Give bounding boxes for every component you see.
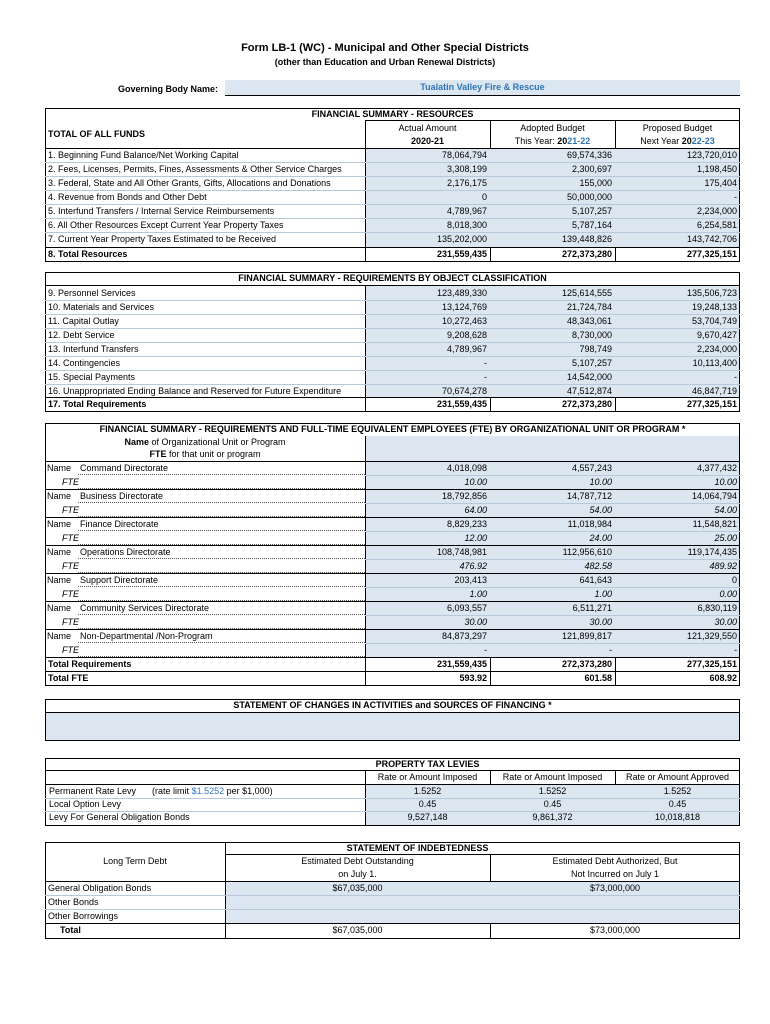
levy-row-imposed-1: 9,527,148: [407, 812, 448, 822]
levy-row-label: Local Option Levy: [49, 799, 122, 809]
unit-fte-adopted: 1.00: [594, 589, 612, 599]
unit-name: Command Directorate: [80, 463, 169, 473]
unit-fte-word: FTE: [62, 589, 79, 599]
requirement-row-actual: 9,208,628: [446, 330, 487, 340]
requirement-row-label: 13. Interfund Transfers: [48, 344, 139, 354]
unit-actual: 8,829,233: [446, 519, 487, 529]
resource-row-adopted: 50,000,000: [566, 192, 612, 202]
levy-row-imposed-2: 1.5252: [538, 786, 567, 796]
resource-row-actual: 78,064,794: [441, 150, 487, 160]
resource-row-label: 1. Beginning Fund Balance/Net Working Capital: [48, 150, 239, 160]
unit-fte-word: FTE: [62, 477, 79, 487]
resource-row-actual: 135,202,000: [436, 234, 487, 244]
unit-fte-adopted: 30.00: [589, 617, 612, 627]
col-proposed-year: Next Year 2022-23: [640, 136, 715, 146]
unit-name: Business Directorate: [80, 491, 164, 501]
debt-title: STATEMENT OF INDEBTEDNESS: [346, 843, 489, 853]
requirement-row-proposed: 53,704,749: [691, 316, 737, 326]
unit-fte-actual: 12.00: [464, 533, 487, 543]
debt-row-authorized: $73,000,000: [589, 883, 641, 893]
unit-fte-proposed: 25.00: [714, 533, 737, 543]
requirement-row-proposed: -: [734, 372, 737, 382]
unit-fte-word: FTE: [62, 645, 79, 655]
resource-row-actual: 0: [481, 192, 487, 202]
requirement-row-proposed: 9,670,427: [696, 330, 737, 340]
unit-proposed: 6,830,119: [697, 603, 737, 613]
resource-row-actual: 8,018,300: [446, 220, 487, 230]
unit-adopted: 4,557,243: [571, 463, 612, 473]
unit-actual: 108,748,981: [436, 547, 487, 557]
fte-total-req-proposed: 277,325,151: [686, 659, 737, 669]
levies-col3: Rate or Amount Approved: [625, 772, 730, 782]
resource-row-actual: 3,308,199: [446, 164, 487, 174]
resource-row-adopted: 69,574,336: [566, 150, 612, 160]
resource-row-label: 4. Revenue from Bonds and Other Debt: [48, 192, 207, 202]
unit-name-word: Name: [47, 491, 72, 501]
unit-proposed: 4,377,432: [696, 463, 737, 473]
unit-proposed: 0: [731, 575, 737, 585]
col-adopted-year: This Year: 2021-22: [514, 136, 591, 146]
levies-col1: Rate or Amount Imposed: [377, 772, 478, 782]
resource-row-proposed: 123,720,010: [686, 150, 737, 160]
unit-name: Operations Directorate: [80, 547, 171, 557]
requirement-row-adopted: 48,343,061: [566, 316, 612, 326]
unit-fte-proposed: 489.92: [709, 561, 737, 571]
statement-text-area[interactable]: [46, 713, 739, 740]
total-resources-label: 8. Total Resources: [48, 249, 128, 259]
requirement-row-actual: 10,272,463: [441, 316, 487, 326]
resource-row-adopted: 5,787,164: [571, 220, 612, 230]
resource-row-adopted: 5,107,257: [571, 206, 612, 216]
levy-row-imposed-1: 0.45: [418, 799, 437, 809]
unit-fte-proposed: 10.00: [714, 477, 737, 487]
unit-name-word: Name: [47, 519, 72, 529]
resource-row-proposed: 1,198,450: [696, 164, 737, 174]
requirement-row-adopted: 798,749: [579, 344, 612, 354]
levy-row-approved: 10,018,818: [654, 812, 701, 822]
total-resources-proposed: 277,325,151: [686, 249, 737, 259]
governing-body-value: Tualatin Valley Fire & Rescue: [420, 82, 545, 92]
col-adopted-header: Adopted Budget: [520, 123, 585, 133]
resource-row-adopted: 155,000: [579, 178, 612, 188]
requirement-row-label: 11. Capital Outlay: [48, 316, 119, 326]
fte-total-req-label: Total Requirements: [48, 659, 132, 669]
statement-title: STATEMENT OF CHANGES IN ACTIVITIES and SOURCES OF FINANCING *: [233, 700, 552, 710]
unit-fte-proposed: -: [734, 645, 737, 655]
governing-body-label: Governing Body Name:: [118, 84, 219, 94]
levy-row-approved: 0.45: [668, 799, 687, 809]
unit-adopted: 14,787,712: [566, 491, 612, 501]
requirement-row-actual: -: [484, 358, 487, 368]
requirement-row-actual: 123,489,330: [436, 288, 487, 298]
debt-total-authorized: $73,000,000: [589, 925, 641, 935]
unit-fte-actual: 30.00: [464, 617, 487, 627]
total-requirements-proposed: 277,325,151: [686, 399, 737, 409]
debt-col2-b: Not Incurred on July 1: [570, 869, 660, 879]
unit-fte-adopted: 54.00: [589, 505, 612, 515]
form-subtitle: (other than Education and Urban Renewal Districts): [274, 57, 496, 67]
requirement-row-proposed: 2,234,000: [696, 344, 737, 354]
unit-adopted: 6,511,271: [572, 603, 612, 613]
permanent-rate-levy-label: Permanent Rate Levy (rate limit $1.5252 per $1,000): [49, 786, 273, 796]
requirement-row-actual: 4,789,967: [446, 344, 487, 354]
resource-row-adopted: 139,448,826: [561, 234, 612, 244]
resource-row-label: 2. Fees, Licenses, Permits, Fines, Assessments & Other Service Charges: [48, 164, 342, 174]
requirement-row-proposed: 19,248,133: [691, 302, 737, 312]
resource-row-label: 7. Current Year Property Taxes Estimated to be Received: [48, 234, 276, 244]
unit-name-word: Name: [47, 547, 72, 557]
requirement-row-proposed: 135,506,723: [686, 288, 737, 298]
debt-col1-b: on July 1.: [338, 869, 377, 879]
unit-fte-proposed: 30.00: [714, 617, 737, 627]
unit-adopted: 641,643: [579, 575, 612, 585]
levies-col2: Rate or Amount Imposed: [502, 772, 603, 782]
requirement-row-label: 12. Debt Service: [48, 330, 115, 340]
fte-sub1: Name of Organizational Unit or Program: [124, 437, 286, 447]
debt-row-outstanding: $67,035,000: [332, 883, 383, 893]
unit-fte-word: FTE: [62, 505, 79, 515]
requirement-row-adopted: 14,542,000: [566, 372, 612, 382]
unit-fte-actual: 476.92: [459, 561, 487, 571]
resource-row-adopted: 2,300,697: [571, 164, 612, 174]
requirement-row-actual: 13,124,769: [441, 302, 487, 312]
fte-sub2: FTE for that unit or program: [149, 449, 261, 459]
resource-row-proposed: -: [734, 192, 737, 202]
unit-fte-adopted: -: [609, 645, 612, 655]
total-resources-actual: 231,559,435: [436, 249, 487, 259]
debt-col2-a: Estimated Debt Authorized, But: [552, 856, 678, 866]
resource-row-proposed: 6,254,581: [696, 220, 737, 230]
unit-name-word: Name: [47, 575, 72, 585]
unit-actual: 84,873,297: [441, 631, 487, 641]
debt-row-label: General Obligation Bonds: [48, 883, 152, 893]
unit-fte-word: FTE: [62, 533, 79, 543]
unit-proposed: 14,064,794: [691, 491, 737, 501]
unit-fte-adopted: 24.00: [589, 533, 612, 543]
unit-fte-word: FTE: [62, 617, 79, 627]
unit-actual: 203,413: [454, 575, 487, 585]
unit-fte-adopted: 10.00: [589, 477, 612, 487]
form-title: Form LB-1 (WC) - Municipal and Other Special Districts: [241, 42, 529, 54]
unit-fte-actual: 1.00: [469, 589, 487, 599]
debt-row-label: Other Borrowings: [48, 911, 119, 921]
requirement-row-label: 16. Unappropriated Ending Balance and Reserved for Future Expenditure: [48, 386, 342, 396]
requirement-row-adopted: 8,730,000: [571, 330, 612, 340]
resources-title: FINANCIAL SUMMARY - RESOURCES: [311, 109, 474, 119]
fte-total-adopted: 601.58: [584, 673, 612, 683]
fte-title: FINANCIAL SUMMARY - REQUIREMENTS AND FULL-TIME EQUIVALENT EMPLOYEES (FTE) BY ORGANIZATIONAL UNIT OR PROGRAM *: [99, 424, 686, 434]
requirement-row-label: 10. Materials and Services: [48, 302, 155, 312]
total-all-funds-label: TOTAL OF ALL FUNDS: [48, 129, 145, 139]
unit-name: Finance Directorate: [80, 519, 159, 529]
unit-name: Community Services Directorate: [80, 603, 210, 613]
unit-adopted: 112,956,610: [562, 547, 612, 557]
unit-proposed: 11,548,821: [692, 519, 737, 529]
col-actual-year: 2020-21: [410, 136, 445, 146]
levy-row-label: Levy For General Obligation Bonds: [49, 812, 190, 822]
levy-row-approved: 1.5252: [663, 786, 692, 796]
resource-row-actual: 2,176,175: [446, 178, 487, 188]
requirement-row-adopted: 125,614,555: [561, 288, 612, 298]
debt-col1-a: Estimated Debt Outstanding: [301, 856, 414, 866]
fte-total-proposed: 608.92: [709, 673, 737, 683]
levy-row-imposed-2: 9,861,372: [532, 812, 573, 822]
resource-row-proposed: 175,404: [704, 178, 737, 188]
resource-row-label: 5. Interfund Transfers / Internal Service Reimbursements: [48, 206, 275, 216]
unit-fte-proposed: 0.00: [719, 589, 737, 599]
unit-fte-proposed: 54.00: [714, 505, 737, 515]
unit-name: Non-Departmental /Non-Program: [80, 631, 213, 641]
requirement-row-adopted: 21,724,784: [566, 302, 612, 312]
unit-fte-adopted: 482.58: [584, 561, 612, 571]
resource-row-label: 6. All Other Resources Except Current Year Property Taxes: [48, 220, 284, 230]
resource-row-proposed: 143,742,706: [686, 234, 737, 244]
debt-col0: Long Term Debt: [103, 856, 167, 866]
requirement-row-adopted: 47,512,874: [566, 386, 612, 396]
unit-actual: 18,792,856: [441, 491, 487, 501]
debt-row-label: Other Bonds: [48, 897, 99, 907]
levies-title: PROPERTY TAX LEVIES: [375, 759, 480, 769]
unit-proposed: 121,329,550: [686, 631, 737, 641]
requirement-row-actual: 70,674,278: [441, 386, 487, 396]
debt-total-label: Total: [60, 925, 81, 935]
resource-row-actual: 4,789,967: [446, 206, 487, 216]
requirements-title: FINANCIAL SUMMARY - REQUIREMENTS BY OBJECT CLASSIFICATION: [238, 273, 547, 283]
unit-proposed: 119,174,435: [687, 547, 737, 557]
fte-total-req-adopted: 272,373,280: [561, 659, 612, 669]
total-requirements-actual: 231,559,435: [436, 399, 487, 409]
requirement-row-label: 14. Contingencies: [48, 358, 121, 368]
levy-row-imposed-1: 1.5252: [413, 786, 442, 796]
debt-total-outstanding: $67,035,000: [332, 925, 383, 935]
requirement-row-adopted: 5,107,257: [571, 358, 612, 368]
requirement-row-proposed: 10,113,400: [692, 358, 737, 368]
unit-name: Support Directorate: [80, 575, 159, 585]
col-proposed-header: Proposed Budget: [642, 123, 713, 133]
unit-fte-word: FTE: [62, 561, 79, 571]
requirement-row-label: 15. Special Payments: [48, 372, 136, 382]
unit-adopted: 11,018,984: [567, 519, 612, 529]
total-requirements-adopted: 272,373,280: [561, 399, 612, 409]
requirement-row-actual: -: [484, 372, 487, 382]
col-actual-header: Actual Amount: [398, 123, 457, 133]
fte-total-label: Total FTE: [48, 673, 89, 683]
total-resources-adopted: 272,373,280: [561, 249, 612, 259]
unit-fte-actual: 64.00: [464, 505, 487, 515]
unit-name-word: Name: [47, 463, 72, 473]
unit-name-word: Name: [47, 603, 72, 613]
levy-row-imposed-2: 0.45: [543, 799, 562, 809]
unit-actual: 6,093,557: [446, 603, 487, 613]
fte-total-actual: 593.92: [459, 673, 487, 683]
requirement-row-proposed: 46,847,719: [691, 386, 737, 396]
resource-row-proposed: 2,234,000: [696, 206, 737, 216]
requirement-row-label: 9. Personnel Services: [48, 288, 136, 298]
unit-actual: 4,018,098: [446, 463, 487, 473]
unit-fte-actual: -: [484, 645, 487, 655]
resource-row-label: 3. Federal, State and All Other Grants, Gifts, Allocations and Donations: [48, 178, 331, 188]
total-requirements-label: 17. Total Requirements: [48, 399, 147, 409]
unit-adopted: 121,899,817: [561, 631, 612, 641]
fte-total-req-actual: 231,559,435: [436, 659, 487, 669]
unit-name-word: Name: [47, 631, 72, 641]
unit-fte-actual: 10.00: [464, 477, 487, 487]
